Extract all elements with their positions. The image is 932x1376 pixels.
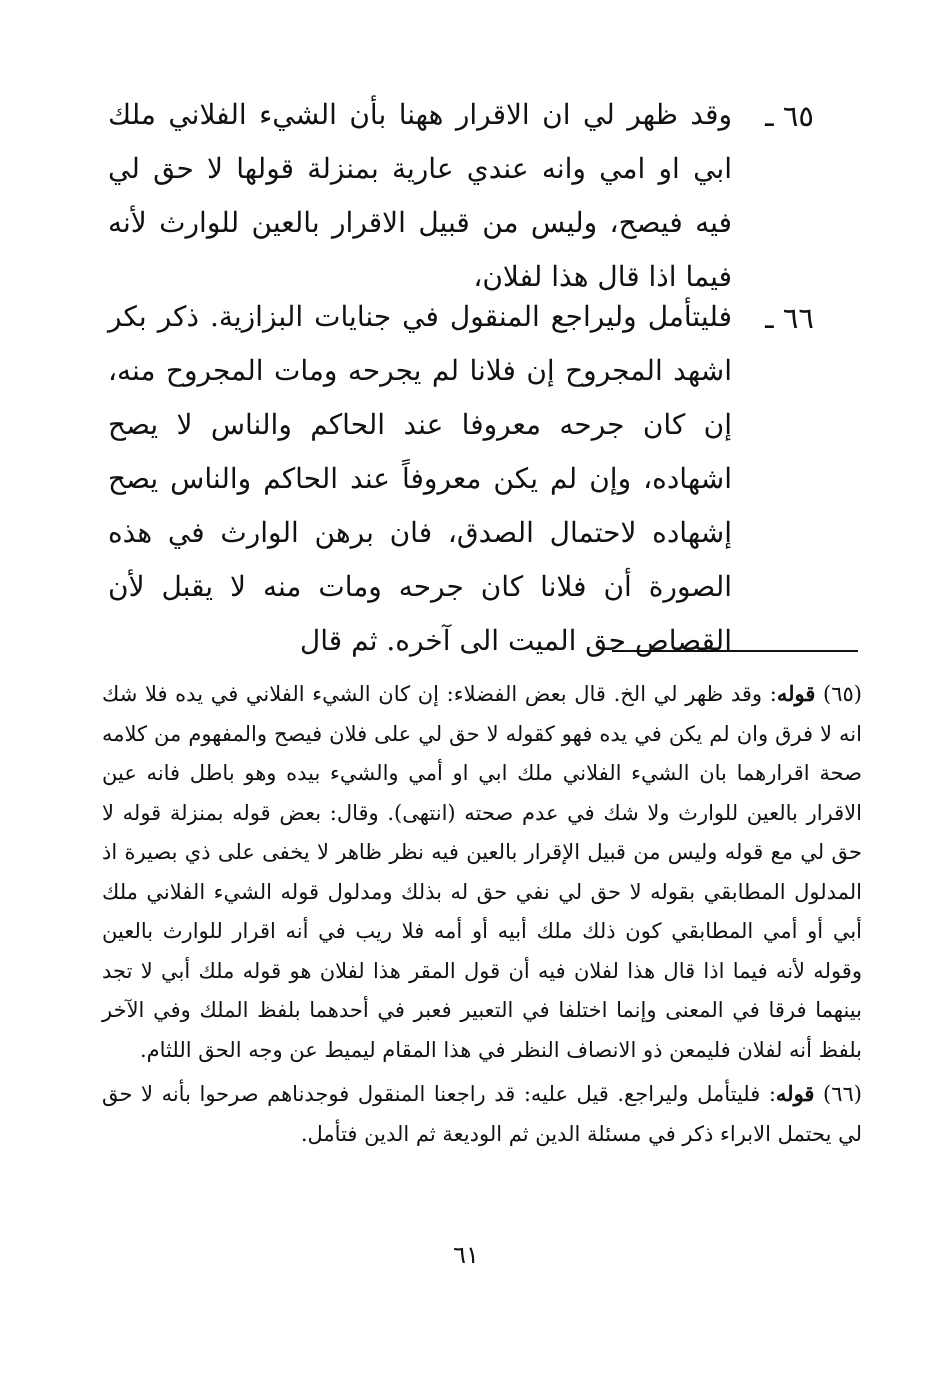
- footnote-66: [102, 1074, 862, 1154]
- footnote-lead: قوله: [775, 1081, 815, 1106]
- footnote-number: (٦٥): [823, 682, 862, 706]
- entry-number: ٦٦ ـ: [765, 301, 814, 335]
- entry-text: فليتأمل وليراجع المنقول في جنايات البزازية. ذكر بكر اشهد المجروح إن فلانا لم يجرحه ومات المجروح منه، إن كان جرحه معروفا عند الحاكم والناس لا يصح اشهاده، وإن لم يكن معروفاً عند الحاكم والناس يصح إشهاده لاحتمال الصدق، فان برهن الوارث في هذه الصورة أن فلانا كان جرحه ومات منه لا يقبل لأن القصاص حق الميت الى آخره. ثم قال: [108, 300, 732, 657]
- footnote-lead: قوله: [776, 681, 816, 706]
- entry-number: ٦٥ ـ: [765, 99, 814, 133]
- footnote-number: (٦٦): [823, 1082, 862, 1106]
- footnote-text: : فليتأمل وليراجع. قيل عليه: قد راجعنا المنقول فوجدناهم صرحوا بأنه لا حق لي يحتمل الابراء ذكر في مسئلة الدين ثم الوديعة ثم الدين فتأمل.: [102, 1082, 862, 1146]
- footnote-65: [102, 674, 862, 1070]
- footnote-separator: [612, 650, 858, 652]
- footnotes: [102, 674, 862, 1158]
- page-number: ٦١: [453, 1241, 479, 1269]
- entry-text: وقد ظهر لي ان الاقرار ههنا بأن الشيء الفلاني ملك ابي او امي وانه عندي عارية بمنزلة قولها لا حق لي فيه فيصح، وليس من قبيل الاقرار بالعين للوارث لأنه فيما اذا قال هذا لفلان،: [108, 98, 732, 293]
- footnote-text: : وقد ظهر لي الخ. قال بعض الفضلاء: إن كان الشيء الفلاني في يده فلا شك انه لا فرق وان لم يكن في يده فهو كقوله لا حق لي على فلان فيصح والمفهوم من كلامه صحة اقرارهما بان الشيء الفلاني ملك ابي او أمي والشيء بيده وهو باطل فانه عين الاقرار بالعين للوارث ولا شك في عدم صحته (انتهى). وقال: بعض قوله بمنزلة قوله لا حق لي مع قوله وليس من قبيل الإقرار بالعين فيه نظر ظاهر لا يخفى على ذي بصيرة اذ المدلول المطابقي بقوله لا حق لي نفي حق له بذلك ومدلول قوله الشيء الفلاني ملك أبي أو أمي المطابقي كون ذلك ملك أبيه أو أمه فلا ريب في أنه اقرار للوارث بالعين وقوله لأنه فيما اذا قال هذا لفلان فيه أن قول المقر هذا لفلان هو قوله ملك أبي لا تجد بينهما فرقا في المعنى وإنما اختلفا في التعبير فعبر في أحدهما بلفظ الملك وفي الآخر بلفظ أنه لفلان فليمعن ذو الانصاف النظر في هذا المقام ليميط عن وجه الحق اللثام.: [102, 682, 862, 1062]
